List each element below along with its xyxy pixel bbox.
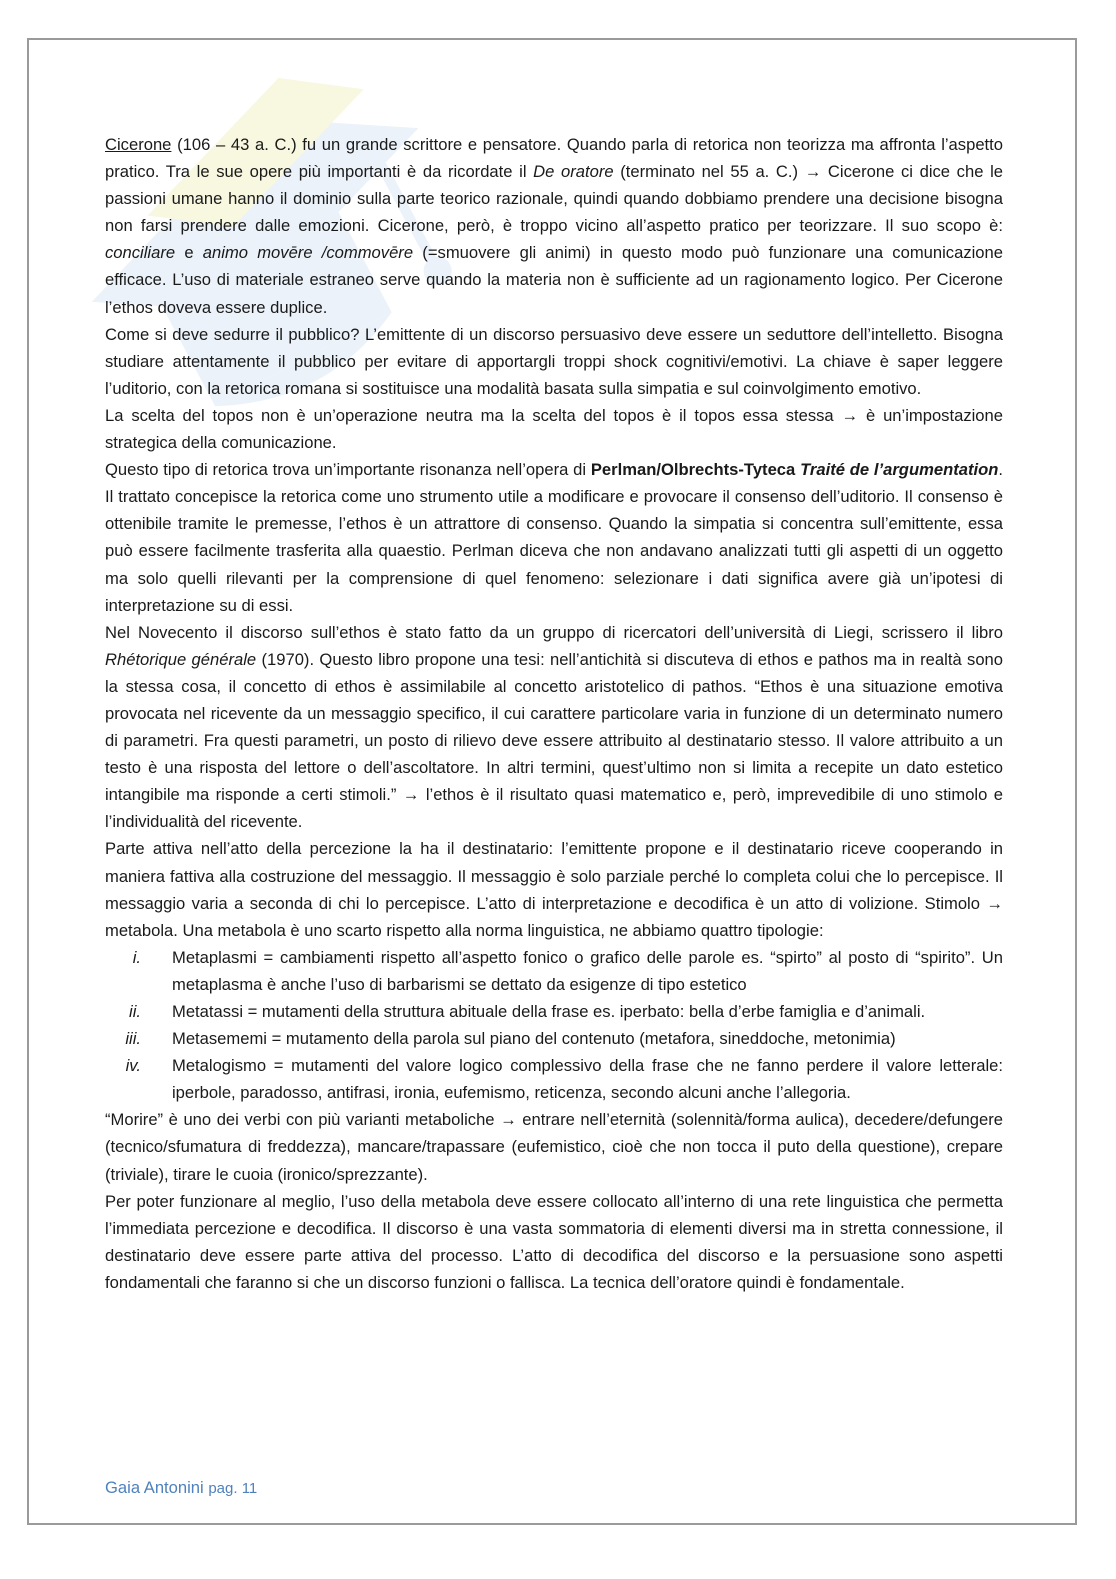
footer-author: Gaia Antonini [105, 1478, 204, 1497]
arrow-icon: → [986, 893, 1003, 913]
paragraph-pubblico: Come si deve sedurre il pubblico? L’emittente di un discorso persuasivo deve essere un seduttore dell’intelletto. Bisogna studiare attentamente il pubblico per evitare di apportargli troppi shock cognitivi/emotivi. La chiave è saper leggere l’uditorio, con la retorica romana si sostituisce una modalità basata sulla simpatia e sul coinvolgimento emotivo. [105, 324, 1003, 398]
work-title: De oratore [533, 162, 614, 182]
arrow-icon: → [500, 1110, 517, 1130]
authors: Perlman/Olbrechts-Tyteca [590, 460, 796, 480]
arrow-icon: → [402, 785, 420, 805]
work-title: Rhétorique générale [105, 649, 257, 669]
paragraph-novecento: Nel Novecento il discorso sull’ethos è stato fatto da un gruppo di ricercatori dell’università di Liegi, scrissero il libro Rhétorique générale (1970). Questo libro propone una tesi: nell’antichità si discuteva di ethos e pathos ma in realtà sono la stessa cosa, il concetto di ethos è assimilabile al concetto aristotelico di pathos. “Ethos è una situazione emotiva provocata nel ricevente da un messaggio specifico, il cui carattere particolare varia in funzione di un determinato numero di parametri. Fra questi parametri, un posto di rilievo deve essere attribuito al destinatario stesso. Il valore attribuito a un testo è una risposta del lettore o dell’ascoltatore. In altri termini, quest’ultimo non si limita a recepite un dato estetico intangibile ma risponde a certi stimoli.” → l’ethos è il risultato quasi matematico e, però, imprevedibile di uno stimolo e l’individualità del ricevente. [105, 622, 1004, 832]
paragraph-perlman: Questo tipo di retorica trova un’importante risonanza nell’opera di Perlman/Olbrechts-Tyteca Traité de l’argumentation. Il trattato concepisce la retorica come uno strumento utile a modificare e provocare il consenso dell’uditorio. Il consenso è ottenibile tramite le premesse, l’ethos è un attrattore di consenso. Quando la simpatia si concentra sull’emittente, essa può essere facilmente trasferita alla quaestio. Perlman diceva che non andavano analizzati tutti gli aspetti di un oggetto ma solo quelli rilevanti per la comprensione di quel fenomeno: selezionare i dati significa avere già un’ipotesi di interpretazione su di essi. [105, 460, 1003, 615]
paragraph-conclusione: Per poter funzionare al meglio, l’uso della metabola deve essere collocato all’interno di una rete linguistica che permetta l’immediata percezione e decodifica. Il discorso è una vasta sommatoria di elementi diversi ma in stretta connessione, il destinatario deve essere parte attiva del processo. L’atto di decodifica del discorso e la persuasione sono aspetti fondamentali che faranno si che un discorso funzioni o fallisca. La tecnica dell’oratore quindi è fondamentale. [105, 1191, 1003, 1292]
page-footer [105, 1478, 257, 1498]
list-item: iv. Metalogismo = mutamenti del valore logico complessivo della frase che ne fanno perdere il valore letterale: iperbole, paradosso, antifrasi, ironia, eufemismo, reticenza, secondo alcuni anche l’allegoria. [125, 1056, 1003, 1103]
paragraph-destinatario: Parte attiva nell’atto della percezione la ha il destinatario: l’emittente propone e il destinatario riceve cooperando in maniera fattiva alla costruzione del messaggio. Il messaggio è solo parziale perché lo completa colui che lo percepisce. Il messaggio varia a seconda di chi lo percepisce. L’atto di interpretazione e decodifica è un atto di volizione. Stimolo → metabola. Una metabola è uno scarto rispetto alla norma linguistica, ne abbiamo quattro tipologie: [105, 839, 1003, 940]
term-cicerone: Cicerone [105, 135, 172, 154]
work-title: Traité de l’argumentation [800, 460, 999, 480]
arrow-icon: → [804, 162, 822, 182]
page-number: pag. 11 [208, 1480, 258, 1497]
list-item: ii. Metatassi = mutamenti della struttura abituale della frase es. iperbato: bella d’erbe famiglia e d’animali. [129, 1002, 926, 1021]
metabola-list [105, 944, 1003, 1107]
paragraph-morire: “Morire” è uno dei verbi con più varianti metaboliche → entrare nell’eternità (solennità/forma aulica), decedere/defungere (tecnico/sfumatura di freddezza), mancare/trapassare (eufemistico, cioè che non tocca il puto della questione), crepare (triviale), tirare le cuoia (ironico/sprezzante). [105, 1110, 1003, 1184]
arrow-icon: → [841, 405, 859, 425]
paragraph-cicerone: Cicerone (106 – 43 a. C.) fu un grande scrittore e pensatore. Quando parla di retorica non teorizza ma affronta l’aspetto pratico. Tra le sue opere più importanti è da ricordate il De oratore (terminato nel 55 a. C.) → Cicerone ci dice che le passioni umane hanno il dominio sulla parte teorico razionale, quindi quando dobbiamo prendere una decisione bisogna non farsi prendere dalle emozioni. Cicerone, però, è troppo vicino all’aspetto pratico per teorizzare. Il suo scopo è: conciliare e animo movēre /commovēre (=smuovere gli animi) in questo modo può funzionare una comunicazione efficace. L’uso di materiale estraneo serve quando la materia non è sufficiente ad un ragionamento logico. Per Cicerone l’ethos doveva essere duplice. [105, 135, 1003, 317]
list-item: iii. Metasememi = mutamento della parola sul piano del contenuto (metafora, sineddoche, metonimia) [125, 1029, 896, 1049]
list-item: i. Metaplasmi = cambiamenti rispetto all’aspetto fonico o grafico delle parole es. “spirto” al posto di “spirito”. Un metaplasma è anche l’uso di barbarismi se dettato da esigenze di tipo estetico [132, 947, 1003, 994]
paragraph-topos: La scelta del topos non è un’operazione neutra ma la scelta del topos è il topos essa stessa → è un’impostazione strategica della comunicazione. [105, 405, 1003, 453]
document-body [105, 131, 1003, 1296]
